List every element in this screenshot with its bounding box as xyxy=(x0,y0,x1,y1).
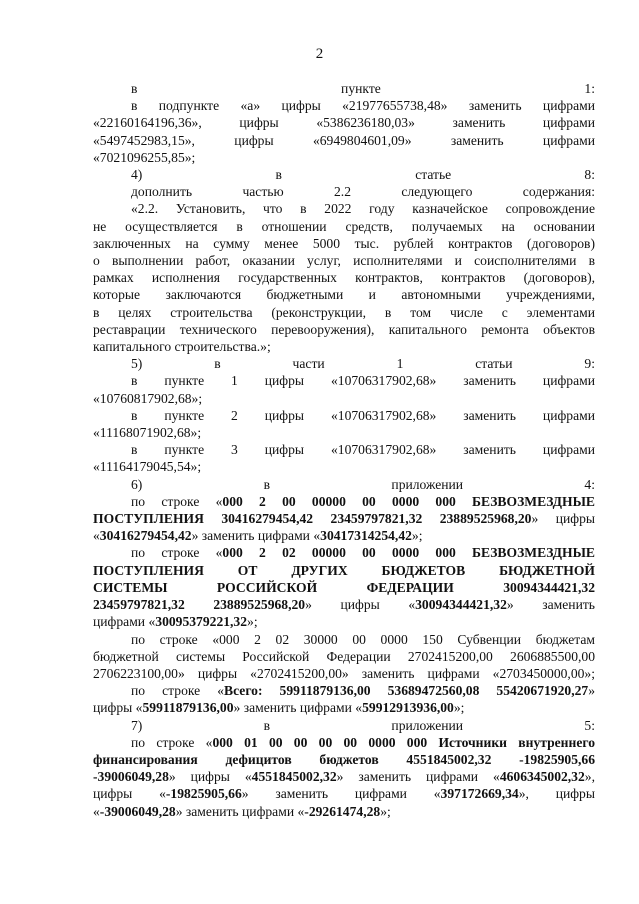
text-segment: по строке « xyxy=(131,545,223,561)
text-segment: 7) в приложении 5: xyxy=(131,717,595,733)
text-line xyxy=(93,751,595,768)
text-segment: » заменить цифрами « xyxy=(191,528,321,544)
bold-text-segment: Всего: 59911879136,00 53689472560,08 55420671920,27 xyxy=(224,683,589,699)
text-segment: по строке «000 2 02 30000 00 0000 150 Субвенции бюджетам xyxy=(131,631,595,647)
text-segment: », цифры xyxy=(518,786,595,802)
text-segment: о выполнении работ, оказании услуг, исполнителями и соисполнителями в xyxy=(93,253,595,269)
text-segment: » заменить цифрами « xyxy=(175,803,305,819)
text-line xyxy=(93,200,595,217)
bold-text-segment: 397172669,34 xyxy=(440,786,519,802)
bold-text-segment: 30095379221,32 xyxy=(155,614,248,630)
text-segment: по строке « xyxy=(131,493,223,509)
bold-text-segment: 30094344421,32 xyxy=(415,597,507,613)
text-segment: 4) в статье 8: xyxy=(131,167,595,183)
text-segment: » заменить xyxy=(506,597,595,613)
text-segment: в целях строительства (реконструкции, в том числе с элементами xyxy=(93,304,595,320)
text-line xyxy=(93,476,595,493)
text-segment: « xyxy=(93,803,100,819)
text-segment: которые заключаются бюджетными и автономными учреждениями, xyxy=(93,287,595,303)
text-segment: » цифры « xyxy=(305,597,416,613)
text-segment: цифры « xyxy=(93,700,143,716)
bold-text-segment: СИСТЕМЫ РОССИЙСКОЙ ФЕДЕРАЦИИ 30094344421,32 xyxy=(93,579,595,595)
text-line xyxy=(93,321,595,338)
bold-text-segment: -39006049,28 xyxy=(93,769,169,785)
text-segment: дополнить частью 2.2 следующего содержания: xyxy=(131,184,595,200)
text-line xyxy=(93,304,595,321)
text-segment: в пункте 3 цифры «10706317902,68» заменить цифрами xyxy=(131,442,595,458)
text-line xyxy=(93,338,595,355)
text-line xyxy=(93,114,595,131)
text-line xyxy=(93,372,595,389)
text-segment: » xyxy=(588,683,595,699)
text-segment: в пункте 1 цифры «10706317902,68» заменить цифрами xyxy=(131,373,595,389)
document-body xyxy=(93,80,595,820)
text-segment: цифрами « xyxy=(93,614,156,630)
text-line xyxy=(93,510,595,527)
text-segment: по строке « xyxy=(131,734,213,750)
text-line xyxy=(93,441,595,458)
text-line xyxy=(93,803,595,820)
bold-text-segment: 000 2 02 00000 00 0000 000 БЕЗВОЗМЕЗДНЫЕ xyxy=(222,545,595,561)
text-segment: » цифры « xyxy=(168,769,252,785)
text-line xyxy=(93,424,595,441)
text-segment: рамках исполнения государственных контрактов, контрактов (договоров), xyxy=(93,270,595,286)
text-segment: »; xyxy=(247,614,258,630)
text-segment: «2.2. Установить, что в 2022 году казначейское сопровождение xyxy=(131,201,595,217)
bold-text-segment: -29261474,28 xyxy=(304,803,381,819)
text-segment: «7021096255,85»; xyxy=(93,149,196,165)
text-segment: «11168071902,68»; xyxy=(93,425,202,441)
text-line xyxy=(93,682,595,699)
bold-text-segment: -19825905,66 xyxy=(165,786,242,802)
bold-text-segment: 59911879136,00 xyxy=(142,700,234,716)
text-line xyxy=(93,355,595,372)
text-line xyxy=(93,149,595,166)
text-line xyxy=(93,183,595,200)
text-line xyxy=(93,579,595,596)
text-segment: »; xyxy=(453,700,465,716)
text-line xyxy=(93,218,595,235)
text-segment: «5497452983,15», цифры «6949804601,09» заменить цифрами xyxy=(93,132,595,148)
text-line xyxy=(93,699,595,716)
bold-text-segment: 4551845002,32 xyxy=(251,769,337,785)
text-line xyxy=(93,407,595,424)
text-segment: 2706223100,00» цифры «2702415200,00» заменить цифрами «2703450000,00»; xyxy=(93,665,595,681)
bold-text-segment: 30416279454,42 xyxy=(99,528,192,544)
text-line xyxy=(93,80,595,97)
text-line xyxy=(93,631,595,648)
bold-text-segment: 4606345002,32 xyxy=(499,769,585,785)
text-line xyxy=(93,562,595,579)
text-line xyxy=(93,613,595,630)
text-line xyxy=(93,768,595,785)
text-segment: 5) в части 1 статьи 9: xyxy=(131,356,595,372)
text-line xyxy=(93,235,595,252)
text-line xyxy=(93,665,595,682)
text-segment: в пункте 2 цифры «10706317902,68» заменить цифрами xyxy=(131,407,595,423)
text-line xyxy=(93,596,595,613)
text-segment: « xyxy=(93,528,100,544)
text-segment: 6) в приложении 4: xyxy=(131,476,595,492)
text-segment: по строке « xyxy=(131,683,225,699)
text-line xyxy=(93,458,595,475)
bold-text-segment: ПОСТУПЛЕНИЯ ОТ ДРУГИХ БЮДЖЕТОВ БЮДЖЕТНОЙ xyxy=(93,562,595,578)
text-segment: »; xyxy=(411,528,423,544)
bold-text-segment: 30417314254,42 xyxy=(320,528,412,544)
bold-text-segment: финансирования дефицитов бюджетов 4551845002,32 -19825905,66 xyxy=(93,751,595,767)
text-line xyxy=(93,390,595,407)
text-segment: цифры « xyxy=(93,786,166,802)
text-line xyxy=(93,286,595,303)
text-line xyxy=(93,252,595,269)
text-line xyxy=(93,493,595,510)
text-line xyxy=(93,132,595,149)
text-line xyxy=(93,544,595,561)
page-number: 2 xyxy=(315,46,324,62)
text-segment: »; xyxy=(380,803,391,819)
text-line xyxy=(93,734,595,751)
text-line xyxy=(93,527,595,544)
bold-text-segment: 000 01 00 00 00 00 0000 000 Источники внутреннего xyxy=(212,734,596,750)
bold-text-segment: 23459797821,32 23889525968,20 xyxy=(93,597,306,613)
text-segment: «22160164196,36», цифры «5386236180,03» заменить цифрами xyxy=(93,115,595,131)
text-segment: бюджетной системы Российской Федерации 2702415200,00 2606885500,00 xyxy=(93,648,595,664)
bold-text-segment: 000 2 00 00000 00 0000 000 БЕЗВОЗМЕЗДНЫЕ xyxy=(222,493,595,509)
text-line xyxy=(93,785,595,802)
text-segment: «10760817902,68»; xyxy=(93,390,203,406)
text-line xyxy=(93,717,595,734)
text-segment: не осуществляется в отношении средств, получаемых на основании xyxy=(93,218,595,234)
text-segment: » заменить цифрами « xyxy=(336,769,500,785)
bold-text-segment: 59912913936,00 xyxy=(362,700,454,716)
text-segment: реставрации технического перевооружения), капитального ремонта объектов xyxy=(93,321,595,337)
text-line xyxy=(93,97,595,114)
text-segment: » цифры xyxy=(531,511,595,527)
bold-text-segment: ПОСТУПЛЕНИЯ 30416279454,42 23459797821,32 23889525968,20 xyxy=(93,511,532,527)
text-segment: в пункте 1: xyxy=(131,81,595,96)
text-segment: », xyxy=(584,769,595,785)
text-segment: капитального строительства.»; xyxy=(93,339,271,355)
text-line xyxy=(93,648,595,665)
text-segment: заключенных на сумму менее 5000 тыс. рублей контрактов (договоров) xyxy=(93,235,595,251)
bold-text-segment: -39006049,28 xyxy=(99,803,176,819)
text-segment: » заменить цифрами « xyxy=(233,700,363,716)
text-segment: в подпункте «а» цифры «21977655738,48» заменить цифрами xyxy=(131,98,595,114)
text-line xyxy=(93,269,595,286)
text-segment: «11164179045,54»; xyxy=(93,459,202,475)
text-segment: » заменить цифрами « xyxy=(241,786,441,802)
text-line xyxy=(93,166,595,183)
